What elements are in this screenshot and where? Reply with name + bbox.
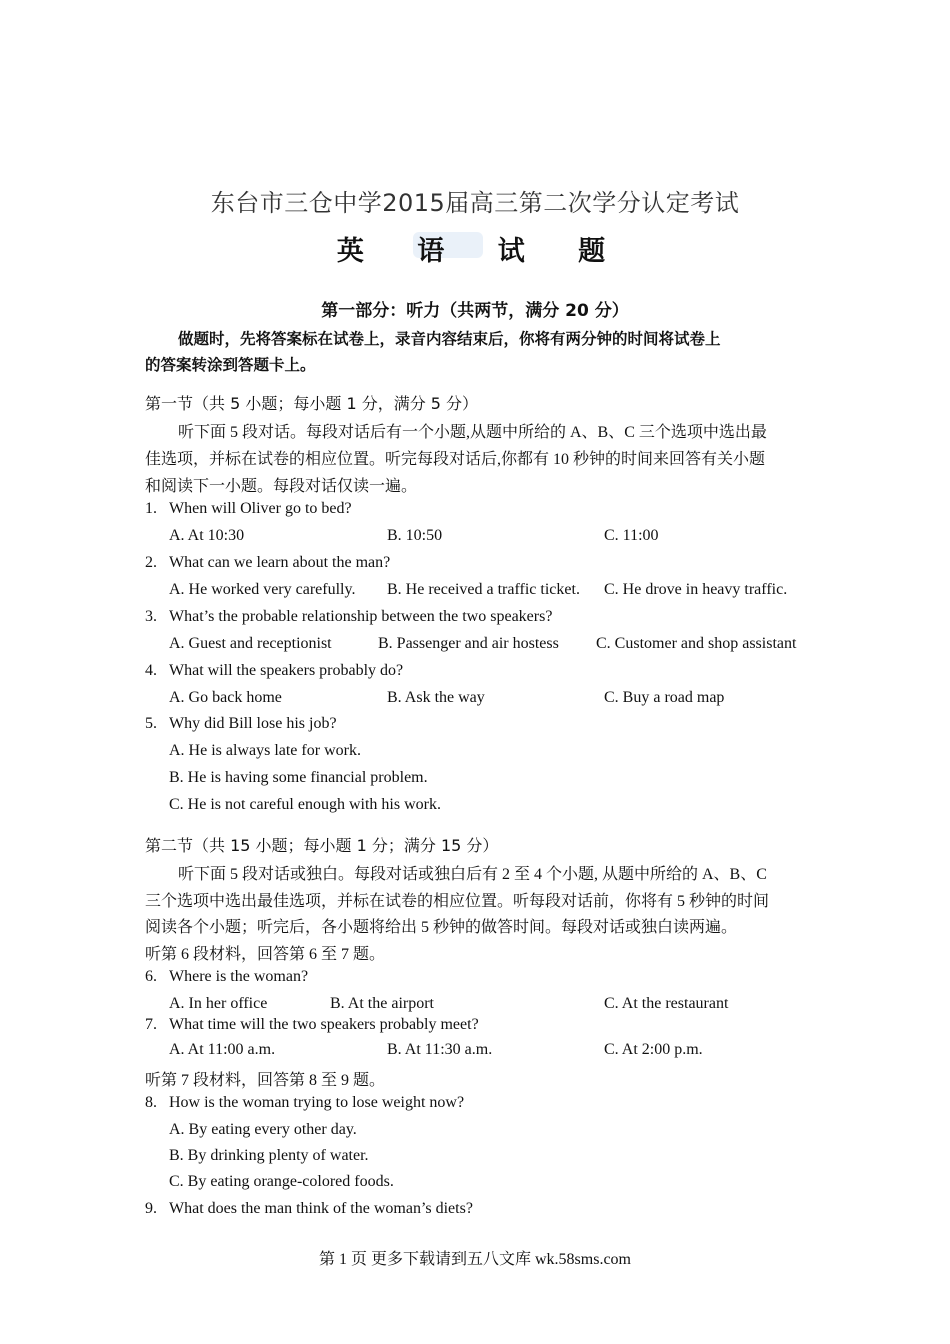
question-5-option-a: A. He is always late for work.: [169, 742, 361, 759]
part1-instruction-1: 做题时，先将答案标在试卷上，录音内容结束后，你将有两分钟的时间将试卷上: [178, 329, 721, 348]
question-6-option-c: C. At the restaurant: [604, 995, 729, 1012]
question-1-option-b: B. 10:50: [387, 527, 443, 544]
question-8-text: How is the woman trying to lose weight now?: [169, 1094, 465, 1111]
section2-intro-3: 阅读各个小题；听完后，各小题将给出 5 秒钟的做答时间。每段对话或独白读两遍。: [145, 919, 738, 936]
question-1-text: When will Oliver go to bed?: [169, 500, 352, 517]
question-4-option-c: C. Buy a road map: [604, 689, 725, 706]
question-2-option-a: A. He worked very carefully.: [169, 581, 356, 598]
question-8-number: 8.: [145, 1094, 157, 1111]
section1-intro-3: 和阅读下一小题。每段对话仅读一遍。: [145, 478, 418, 495]
question-6-option-b: B. At the airport: [330, 995, 434, 1012]
question-6-option-a: A. In her office: [169, 995, 268, 1012]
part1-instruction-2: 的答案转涂到答题卡上。: [145, 355, 316, 374]
question-7-option-b: B. At 11:30 a.m.: [387, 1041, 493, 1058]
question-7-number: 7.: [145, 1016, 157, 1033]
question-2-option-c: C. He drove in heavy traffic.: [604, 581, 788, 598]
question-5-number: 5.: [145, 715, 157, 732]
question-4-option-b: B. Ask the way: [387, 689, 485, 706]
exam-title: 东台市三仓中学2015届高三第二次学分认定考试: [210, 189, 740, 217]
question-3-option-a: A. Guest and receptionist: [169, 635, 332, 652]
question-2-text: What can we learn about the man?: [169, 554, 391, 571]
question-9-text: What does the man think of the woman’s diets?: [169, 1200, 473, 1217]
question-7-text: What time will the two speakers probably meet?: [169, 1016, 479, 1033]
question-3-option-c: C. Customer and shop assistant: [596, 635, 797, 652]
material-6-label: 听第 6 段材料，回答第 6 至 7 题。: [145, 946, 386, 963]
part1-heading: 第一部分：听力（共两节，满分 20 分）: [321, 301, 629, 321]
page-footer: 第 1 页 更多下载请到五八文库 wk.58sms.com: [318, 1251, 631, 1268]
question-3-text: What’s the probable relationship between the two speakers?: [169, 608, 553, 625]
question-7-option-a: A. At 11:00 a.m.: [169, 1041, 276, 1058]
question-7-option-c: C. At 2:00 p.m.: [604, 1041, 703, 1058]
exam-subtitle: 英 语 试 题: [336, 236, 628, 267]
question-1-option-a: A. At 10:30: [169, 527, 245, 544]
question-2-number: 2.: [145, 554, 157, 571]
question-5-option-c: C. He is not careful enough with his work.: [169, 796, 441, 813]
question-8-option-c: C. By eating orange-colored foods.: [169, 1173, 394, 1190]
question-5-text: Why did Bill lose his job?: [169, 715, 337, 732]
material-7-label: 听第 7 段材料，回答第 8 至 9 题。: [145, 1072, 386, 1089]
question-8-option-b: B. By drinking plenty of water.: [169, 1147, 369, 1164]
question-1-option-c: C. 11:00: [604, 527, 659, 544]
question-4-number: 4.: [145, 662, 157, 679]
question-5-option-b: B. He is having some financial problem.: [169, 769, 428, 786]
question-9-number: 9.: [145, 1200, 157, 1217]
section1-heading: 第一节（共 5 小题；每小题 1 分，满分 5 分）: [145, 394, 479, 413]
question-1-number: 1.: [145, 500, 157, 517]
question-3-number: 3.: [145, 608, 157, 625]
section2-intro-2: 三个选项中选出最佳选项，并标在试卷的相应位置。听每段对话前，你将有 5 秒钟的时间: [145, 893, 770, 910]
question-4-option-a: A. Go back home: [169, 689, 282, 706]
section1-intro-1: 听下面 5 段对话。每段对话后有一个小题,从题中所给的 A、B、C 三个选项中选出最: [178, 424, 767, 441]
question-4-text: What will the speakers probably do?: [169, 662, 404, 679]
section2-intro-1: 听下面 5 段对话或独白。每段对话或独白后有 2 至 4 个小题, 从题中所给的 A、B、C: [178, 866, 767, 883]
question-2-option-b: B. He received a traffic ticket.: [387, 581, 580, 598]
question-3-option-b: B. Passenger and air hostess: [378, 635, 559, 652]
section1-intro-2: 佳选项，并标在试卷的相应位置。听完每段对话后,你都有 10 秒钟的时间来回答有关小题: [145, 451, 766, 468]
section2-heading: 第二节（共 15 小题；每小题 1 分；满分 15 分）: [145, 836, 499, 855]
question-6-text: Where is the woman?: [169, 968, 309, 985]
question-8-option-a: A. By eating every other day.: [169, 1121, 357, 1138]
question-6-number: 6.: [145, 968, 157, 985]
